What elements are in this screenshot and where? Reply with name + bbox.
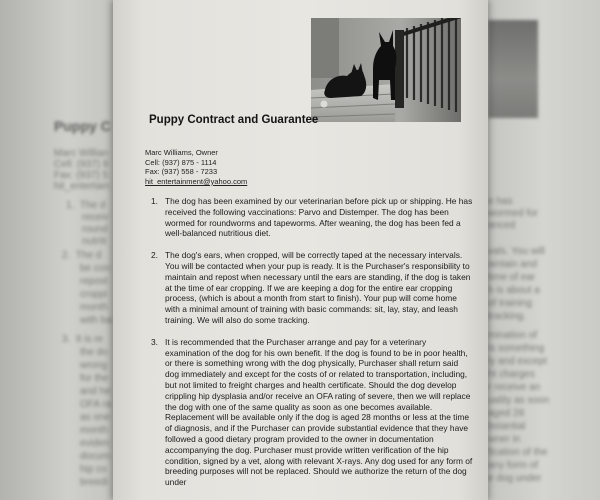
background-page-right: e has wormed for anced vals. You will aintain and time of ear h is about a of training tracking. mination of is something ly and except ht charges r receive an uality as soon aged 28 bstantial wner in fication of the any form of e dog under	[488, 0, 600, 500]
dog-photo	[311, 18, 461, 122]
item-text: It is recommended that the Purchaser arrange and pay for a veterinary examination of the dog for his own benefit. If the dog is found to be in poor health, or there is something wrong with the dog physically, Purchaser shall return said dog immediately and except for the costs of or related to transportation, including, but not limited to freight charges and health certificate. Should the dog develop crippling hip dysplasia and/or receive an OFA rating of severe, then we will replace the dog with one of the same quality as soon as one becomes available. Replacement will be available only if the dog is aged 28 months or less at the time of diagnosis, and if the Purchaser can provide substantial evidence that they have followed a good dietary program provided to the owner in documentation accompanying the dog. Purchaser must provide written verification of the hip condition, signed by a vet, along with relevant X-rays. Any dog used for any form of breeding purposes will not be replaced. Should we authorize the return of the dog under	[165, 336, 473, 488]
ghost-title: Puppy C	[54, 118, 111, 134]
item-number: 1.	[151, 196, 158, 206]
list-item	[151, 250, 473, 326]
item-number: 2.	[151, 250, 158, 261]
ghost-photo	[488, 20, 538, 118]
background-page-left: Puppy C Marc Willian Cell: (937) 8 Fax: (937) 5 hit_entertain 1. The d receiv round nutriti 2. The d be con repost croppi month with ba 3. It is re the do wrong for the and he OFA ra as one month eviden docum hip co breedi	[0, 0, 113, 500]
list-item	[151, 196, 473, 239]
owner-name: Marc Williams, Owner	[145, 148, 218, 157]
email-link[interactable]: hit_entertainment@yahoo.com	[145, 176, 248, 186]
contract-page	[113, 0, 488, 500]
contract-items	[151, 196, 473, 499]
item-text: The dog's ears, when cropped, will be correctly taped at the necessary intervals. You will be contacted when your pup is ready. It is the Purchaser's responsibility to maintain and repost when necessary until the ears are standing, if the dog is taken at the time of ear cropping. If we are keeping a dog for the entire ear cropping process, (which is about a month from start to finish). Your pup will come home with a minimal amount of training with basic commands: sit, lay, stay, and leash training. We will also do some tracking.	[165, 250, 471, 325]
fax-number: Fax: (937) 558 - 7233	[145, 167, 218, 177]
list-item	[151, 337, 473, 488]
cell-number: Cell: (937) 875 - 1114	[145, 157, 217, 167]
item-text: The dog has been examined by our veterinarian before pick up or shipping. He has received the following vaccinations: Parvo and Distemper. The dog has been wormed for roundworms and tapeworms. After weaning, the dog has been fed a well-balanced nutritious diet.	[165, 196, 473, 239]
contact-block	[145, 148, 247, 186]
dog-photo-icon	[311, 18, 461, 122]
item-number: 3.	[151, 336, 158, 347]
document-title: Puppy Contract and Guarantee	[149, 114, 319, 126]
